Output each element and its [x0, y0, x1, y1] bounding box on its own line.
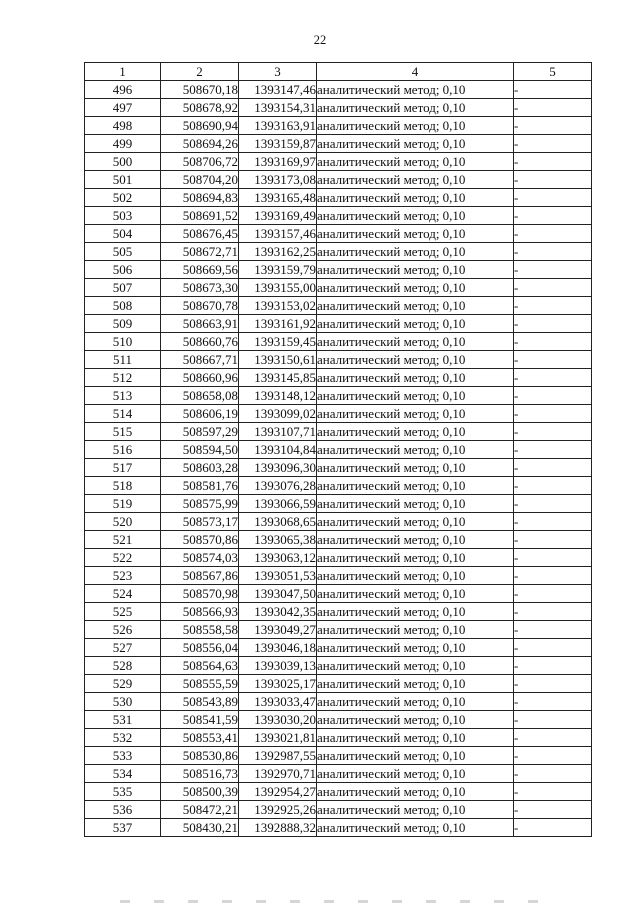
- table-row: [85, 243, 592, 261]
- method-accuracy-cell: аналитический метод; 0,10: [317, 693, 514, 711]
- method-accuracy-cell: аналитический метод; 0,10: [317, 243, 514, 261]
- table-row: [85, 207, 592, 225]
- point-number-cell: 504: [85, 225, 161, 243]
- note-cell: -: [514, 783, 592, 801]
- y-coordinate-cell: 1393147,46: [239, 81, 317, 99]
- y-coordinate-cell: 1392888,32: [239, 819, 317, 837]
- method-accuracy-cell: аналитический метод; 0,10: [317, 225, 514, 243]
- note-cell: -: [514, 225, 592, 243]
- table-row: [85, 189, 592, 207]
- point-number-cell: 531: [85, 711, 161, 729]
- point-number-cell: 519: [85, 495, 161, 513]
- y-coordinate-cell: 1393104,84: [239, 441, 317, 459]
- y-coordinate-cell: 1393076,28: [239, 477, 317, 495]
- note-cell: -: [514, 711, 592, 729]
- header-col-2: 2: [161, 63, 239, 81]
- y-coordinate-cell: 1393159,79: [239, 261, 317, 279]
- note-cell: -: [514, 189, 592, 207]
- y-coordinate-cell: 1392970,71: [239, 765, 317, 783]
- table-row: [85, 711, 592, 729]
- y-coordinate-cell: 1393159,45: [239, 333, 317, 351]
- note-cell: -: [514, 639, 592, 657]
- y-coordinate-cell: 1393030,20: [239, 711, 317, 729]
- table-row: [85, 459, 592, 477]
- x-coordinate-cell: 508690,94: [161, 117, 239, 135]
- table-row: [85, 279, 592, 297]
- table-row: [85, 99, 592, 117]
- page-number: 22: [313, 33, 327, 47]
- table-row: [85, 567, 592, 585]
- x-coordinate-cell: 508575,99: [161, 495, 239, 513]
- method-accuracy-cell: аналитический метод; 0,10: [317, 189, 514, 207]
- note-cell: -: [514, 801, 592, 819]
- y-coordinate-cell: 1392987,55: [239, 747, 317, 765]
- point-number-cell: 514: [85, 405, 161, 423]
- note-cell: -: [514, 117, 592, 135]
- table-row: [85, 135, 592, 153]
- method-accuracy-cell: аналитический метод; 0,10: [317, 207, 514, 225]
- method-accuracy-cell: аналитический метод; 0,10: [317, 549, 514, 567]
- point-number-cell: 534: [85, 765, 161, 783]
- note-cell: -: [514, 459, 592, 477]
- point-number-cell: 515: [85, 423, 161, 441]
- point-number-cell: 528: [85, 657, 161, 675]
- point-number-cell: 502: [85, 189, 161, 207]
- point-number-cell: 513: [85, 387, 161, 405]
- table-row: [85, 639, 592, 657]
- y-coordinate-cell: 1393159,87: [239, 135, 317, 153]
- table-row: [85, 477, 592, 495]
- note-cell: -: [514, 405, 592, 423]
- note-cell: -: [514, 423, 592, 441]
- note-cell: -: [514, 693, 592, 711]
- x-coordinate-cell: 508704,20: [161, 171, 239, 189]
- header-col-1: 1: [85, 63, 161, 81]
- y-coordinate-cell: 1393021,81: [239, 729, 317, 747]
- note-cell: -: [514, 279, 592, 297]
- y-coordinate-cell: 1393051,53: [239, 567, 317, 585]
- y-coordinate-cell: 1393161,92: [239, 315, 317, 333]
- table-row: [85, 441, 592, 459]
- y-coordinate-cell: 1393163,91: [239, 117, 317, 135]
- x-coordinate-cell: 508564,63: [161, 657, 239, 675]
- method-accuracy-cell: аналитический метод; 0,10: [317, 99, 514, 117]
- method-accuracy-cell: аналитический метод; 0,10: [317, 153, 514, 171]
- table-row: [85, 495, 592, 513]
- method-accuracy-cell: аналитический метод; 0,10: [317, 675, 514, 693]
- y-coordinate-cell: 1393025,17: [239, 675, 317, 693]
- method-accuracy-cell: аналитический метод; 0,10: [317, 747, 514, 765]
- x-coordinate-cell: 508556,04: [161, 639, 239, 657]
- point-number-cell: 500: [85, 153, 161, 171]
- x-coordinate-cell: 508566,93: [161, 603, 239, 621]
- note-cell: -: [514, 333, 592, 351]
- table-row: [85, 171, 592, 189]
- note-cell: -: [514, 531, 592, 549]
- method-accuracy-cell: аналитический метод; 0,10: [317, 495, 514, 513]
- point-number-cell: 520: [85, 513, 161, 531]
- method-accuracy-cell: аналитический метод; 0,10: [317, 351, 514, 369]
- x-coordinate-cell: 508541,59: [161, 711, 239, 729]
- point-number-cell: 532: [85, 729, 161, 747]
- y-coordinate-cell: 1393165,48: [239, 189, 317, 207]
- point-number-cell: 525: [85, 603, 161, 621]
- method-accuracy-cell: аналитический метод; 0,10: [317, 279, 514, 297]
- y-coordinate-cell: 1393063,12: [239, 549, 317, 567]
- note-cell: -: [514, 657, 592, 675]
- point-number-cell: 521: [85, 531, 161, 549]
- x-coordinate-cell: 508574,03: [161, 549, 239, 567]
- table-row: [85, 531, 592, 549]
- x-coordinate-cell: 508606,19: [161, 405, 239, 423]
- note-cell: -: [514, 441, 592, 459]
- table-body: [85, 81, 592, 837]
- table-row: [85, 603, 592, 621]
- method-accuracy-cell: аналитический метод; 0,10: [317, 261, 514, 279]
- method-accuracy-cell: аналитический метод; 0,10: [317, 387, 514, 405]
- x-coordinate-cell: 508581,76: [161, 477, 239, 495]
- table-row: [85, 621, 592, 639]
- table-header: [85, 63, 592, 81]
- table-row: [85, 549, 592, 567]
- method-accuracy-cell: аналитический метод; 0,10: [317, 477, 514, 495]
- point-number-cell: 499: [85, 135, 161, 153]
- point-number-cell: 516: [85, 441, 161, 459]
- y-coordinate-cell: 1393107,71: [239, 423, 317, 441]
- method-accuracy-cell: аналитический метод; 0,10: [317, 657, 514, 675]
- table-row: [85, 315, 592, 333]
- point-number-cell: 523: [85, 567, 161, 585]
- x-coordinate-cell: 508594,50: [161, 441, 239, 459]
- x-coordinate-cell: 508669,56: [161, 261, 239, 279]
- x-coordinate-cell: 508573,17: [161, 513, 239, 531]
- x-coordinate-cell: 508597,29: [161, 423, 239, 441]
- table-row: [85, 225, 592, 243]
- x-coordinate-cell: 508670,78: [161, 297, 239, 315]
- y-coordinate-cell: 1393162,25: [239, 243, 317, 261]
- table-row: [85, 729, 592, 747]
- note-cell: -: [514, 135, 592, 153]
- method-accuracy-cell: аналитический метод; 0,10: [317, 117, 514, 135]
- note-cell: -: [514, 513, 592, 531]
- header-col-4: 4: [317, 63, 514, 81]
- x-coordinate-cell: 508667,71: [161, 351, 239, 369]
- point-number-cell: 511: [85, 351, 161, 369]
- point-number-cell: 507: [85, 279, 161, 297]
- method-accuracy-cell: аналитический метод; 0,10: [317, 801, 514, 819]
- x-coordinate-cell: 508694,83: [161, 189, 239, 207]
- point-number-cell: 533: [85, 747, 161, 765]
- note-cell: -: [514, 819, 592, 837]
- table-row: [85, 333, 592, 351]
- method-accuracy-cell: аналитический метод; 0,10: [317, 135, 514, 153]
- y-coordinate-cell: 1393066,59: [239, 495, 317, 513]
- method-accuracy-cell: аналитический метод; 0,10: [317, 333, 514, 351]
- point-number-cell: 508: [85, 297, 161, 315]
- x-coordinate-cell: 508670,18: [161, 81, 239, 99]
- x-coordinate-cell: 508694,26: [161, 135, 239, 153]
- table-row: [85, 387, 592, 405]
- method-accuracy-cell: аналитический метод; 0,10: [317, 171, 514, 189]
- x-coordinate-cell: 508603,28: [161, 459, 239, 477]
- note-cell: -: [514, 261, 592, 279]
- y-coordinate-cell: 1393169,97: [239, 153, 317, 171]
- note-cell: -: [514, 243, 592, 261]
- table-row: [85, 693, 592, 711]
- table-row: [85, 585, 592, 603]
- y-coordinate-cell: 1393047,50: [239, 585, 317, 603]
- point-number-cell: 527: [85, 639, 161, 657]
- x-coordinate-cell: 508543,89: [161, 693, 239, 711]
- table-row: [85, 819, 592, 837]
- note-cell: -: [514, 99, 592, 117]
- table-row: [85, 513, 592, 531]
- method-accuracy-cell: аналитический метод; 0,10: [317, 729, 514, 747]
- method-accuracy-cell: аналитический метод; 0,10: [317, 567, 514, 585]
- x-coordinate-cell: 508555,59: [161, 675, 239, 693]
- point-number-cell: 498: [85, 117, 161, 135]
- point-number-cell: 522: [85, 549, 161, 567]
- x-coordinate-cell: 508660,96: [161, 369, 239, 387]
- point-number-cell: 497: [85, 99, 161, 117]
- table-row: [85, 261, 592, 279]
- y-coordinate-cell: 1393068,65: [239, 513, 317, 531]
- x-coordinate-cell: 508706,72: [161, 153, 239, 171]
- note-cell: -: [514, 747, 592, 765]
- x-coordinate-cell: 508567,86: [161, 567, 239, 585]
- method-accuracy-cell: аналитический метод; 0,10: [317, 459, 514, 477]
- x-coordinate-cell: 508570,98: [161, 585, 239, 603]
- x-coordinate-cell: 508530,86: [161, 747, 239, 765]
- point-number-cell: 506: [85, 261, 161, 279]
- method-accuracy-cell: аналитический метод; 0,10: [317, 81, 514, 99]
- y-coordinate-cell: 1393157,46: [239, 225, 317, 243]
- note-cell: -: [514, 675, 592, 693]
- y-coordinate-cell: 1393039,13: [239, 657, 317, 675]
- point-number-cell: 536: [85, 801, 161, 819]
- table-row: [85, 783, 592, 801]
- note-cell: -: [514, 351, 592, 369]
- y-coordinate-cell: 1393145,85: [239, 369, 317, 387]
- y-coordinate-cell: 1393065,38: [239, 531, 317, 549]
- note-cell: -: [514, 603, 592, 621]
- y-coordinate-cell: 1393042,35: [239, 603, 317, 621]
- method-accuracy-cell: аналитический метод; 0,10: [317, 297, 514, 315]
- header-col-3: 3: [239, 63, 317, 81]
- y-coordinate-cell: 1393049,27: [239, 621, 317, 639]
- x-coordinate-cell: 508558,58: [161, 621, 239, 639]
- note-cell: -: [514, 765, 592, 783]
- point-number-cell: 535: [85, 783, 161, 801]
- table-row: [85, 81, 592, 99]
- point-number-cell: 503: [85, 207, 161, 225]
- x-coordinate-cell: 508672,71: [161, 243, 239, 261]
- point-number-cell: 512: [85, 369, 161, 387]
- y-coordinate-cell: 1392954,27: [239, 783, 317, 801]
- y-coordinate-cell: 1393148,12: [239, 387, 317, 405]
- method-accuracy-cell: аналитический метод; 0,10: [317, 441, 514, 459]
- note-cell: -: [514, 729, 592, 747]
- point-number-cell: 496: [85, 81, 161, 99]
- y-coordinate-cell: 1393046,18: [239, 639, 317, 657]
- x-coordinate-cell: 508430,21: [161, 819, 239, 837]
- note-cell: -: [514, 81, 592, 99]
- note-cell: -: [514, 153, 592, 171]
- point-number-cell: 526: [85, 621, 161, 639]
- y-coordinate-cell: 1393173,08: [239, 171, 317, 189]
- note-cell: -: [514, 567, 592, 585]
- point-number-cell: 509: [85, 315, 161, 333]
- x-coordinate-cell: 508658,08: [161, 387, 239, 405]
- header-row: [85, 63, 592, 81]
- y-coordinate-cell: 1393153,02: [239, 297, 317, 315]
- method-accuracy-cell: аналитический метод; 0,10: [317, 369, 514, 387]
- table-row: [85, 801, 592, 819]
- x-coordinate-cell: 508660,76: [161, 333, 239, 351]
- note-cell: -: [514, 207, 592, 225]
- table-row: [85, 423, 592, 441]
- method-accuracy-cell: аналитический метод; 0,10: [317, 621, 514, 639]
- table-row: [85, 747, 592, 765]
- method-accuracy-cell: аналитический метод; 0,10: [317, 711, 514, 729]
- method-accuracy-cell: аналитический метод; 0,10: [317, 783, 514, 801]
- y-coordinate-cell: 1393099,02: [239, 405, 317, 423]
- point-number-cell: 530: [85, 693, 161, 711]
- x-coordinate-cell: 508516,73: [161, 765, 239, 783]
- table-row: [85, 765, 592, 783]
- note-cell: -: [514, 549, 592, 567]
- x-coordinate-cell: 508500,39: [161, 783, 239, 801]
- y-coordinate-cell: 1392925,26: [239, 801, 317, 819]
- y-coordinate-cell: 1393154,31: [239, 99, 317, 117]
- note-cell: -: [514, 387, 592, 405]
- table-row: [85, 117, 592, 135]
- note-cell: -: [514, 495, 592, 513]
- y-coordinate-cell: 1393150,61: [239, 351, 317, 369]
- x-coordinate-cell: 508553,41: [161, 729, 239, 747]
- method-accuracy-cell: аналитический метод; 0,10: [317, 819, 514, 837]
- table-row: [85, 369, 592, 387]
- table-row: [85, 297, 592, 315]
- x-coordinate-cell: 508570,86: [161, 531, 239, 549]
- method-accuracy-cell: аналитический метод; 0,10: [317, 423, 514, 441]
- x-coordinate-cell: 508472,21: [161, 801, 239, 819]
- method-accuracy-cell: аналитический метод; 0,10: [317, 585, 514, 603]
- y-coordinate-cell: 1393033,47: [239, 693, 317, 711]
- coordinates-table: [84, 62, 592, 837]
- point-number-cell: 510: [85, 333, 161, 351]
- table-row: [85, 153, 592, 171]
- method-accuracy-cell: аналитический метод; 0,10: [317, 513, 514, 531]
- method-accuracy-cell: аналитический метод; 0,10: [317, 639, 514, 657]
- method-accuracy-cell: аналитический метод; 0,10: [317, 603, 514, 621]
- note-cell: -: [514, 621, 592, 639]
- x-coordinate-cell: 508678,92: [161, 99, 239, 117]
- header-col-5: 5: [514, 63, 592, 81]
- note-cell: -: [514, 369, 592, 387]
- point-number-cell: 501: [85, 171, 161, 189]
- method-accuracy-cell: аналитический метод; 0,10: [317, 405, 514, 423]
- y-coordinate-cell: 1393155,00: [239, 279, 317, 297]
- table-row: [85, 675, 592, 693]
- point-number-cell: 537: [85, 819, 161, 837]
- point-number-cell: 517: [85, 459, 161, 477]
- point-number-cell: 518: [85, 477, 161, 495]
- y-coordinate-cell: 1393096,30: [239, 459, 317, 477]
- x-coordinate-cell: 508673,30: [161, 279, 239, 297]
- x-coordinate-cell: 508691,52: [161, 207, 239, 225]
- point-number-cell: 524: [85, 585, 161, 603]
- point-number-cell: 505: [85, 243, 161, 261]
- table-row: [85, 351, 592, 369]
- table-row: [85, 657, 592, 675]
- note-cell: -: [514, 585, 592, 603]
- note-cell: -: [514, 477, 592, 495]
- method-accuracy-cell: аналитический метод; 0,10: [317, 765, 514, 783]
- note-cell: -: [514, 171, 592, 189]
- y-coordinate-cell: 1393169,49: [239, 207, 317, 225]
- point-number-cell: 529: [85, 675, 161, 693]
- bleed-through-text: [120, 900, 550, 903]
- x-coordinate-cell: 508663,91: [161, 315, 239, 333]
- method-accuracy-cell: аналитический метод; 0,10: [317, 531, 514, 549]
- note-cell: -: [514, 297, 592, 315]
- x-coordinate-cell: 508676,45: [161, 225, 239, 243]
- method-accuracy-cell: аналитический метод; 0,10: [317, 315, 514, 333]
- table-row: [85, 405, 592, 423]
- note-cell: -: [514, 315, 592, 333]
